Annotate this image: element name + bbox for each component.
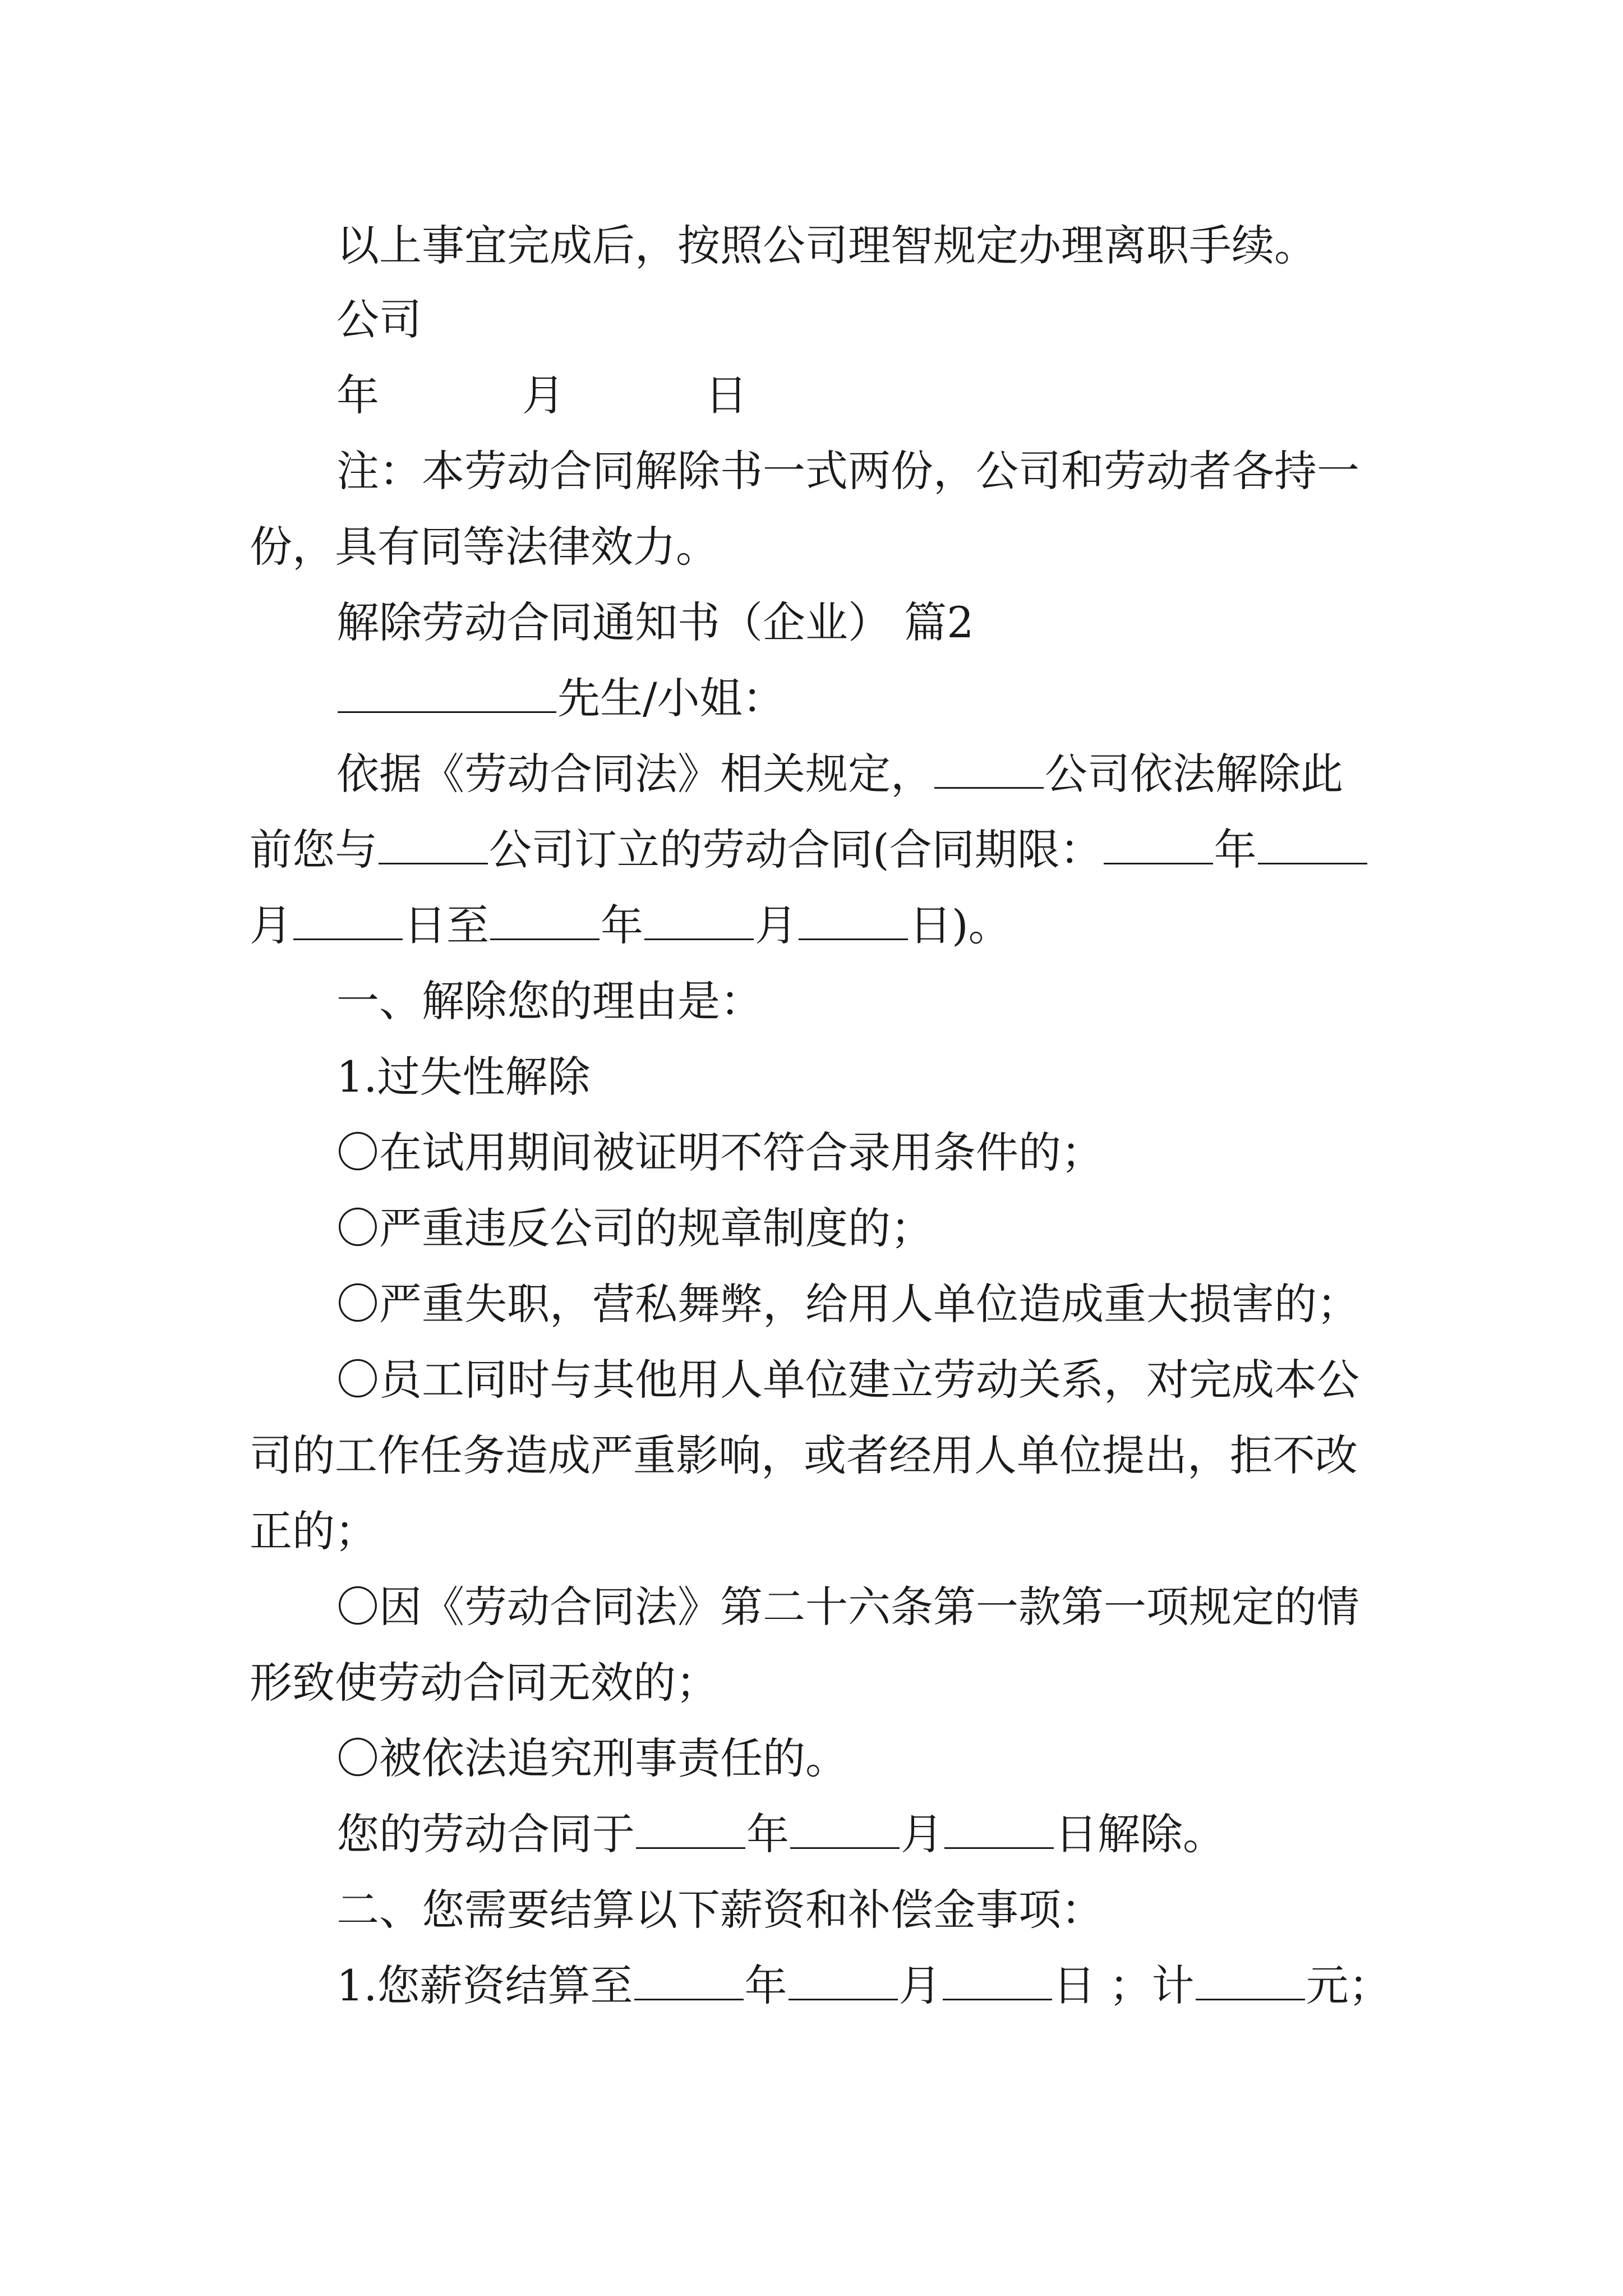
day-blank — [944, 1808, 1054, 1849]
year-label: 年 — [336, 370, 379, 420]
fault-heading: 1.过失性解除 — [336, 1052, 591, 1102]
termination-line — [336, 1807, 1394, 1861]
intro-text: 日至 — [404, 900, 489, 950]
date-row — [336, 369, 1394, 422]
year-blank — [490, 899, 600, 940]
year-blank — [1104, 823, 1213, 864]
salutation: 先生/小姐： — [557, 673, 785, 723]
intro-line-2 — [250, 823, 1394, 877]
salary-line — [336, 1959, 1394, 2013]
item4-line-3: 正的； — [250, 1506, 377, 1556]
day-blank — [799, 899, 908, 940]
day-blank — [943, 1959, 1052, 2000]
closing-line: 以上事宜完成后，按照公司理智规定办理离职手续。 — [336, 220, 1317, 270]
list-item: 〇严重失职，营私舞弊，给用人单位造成重大损害的； — [336, 1279, 1359, 1329]
month-blank — [790, 1808, 900, 1849]
salary-text: 1.您薪资结算至 — [336, 1961, 633, 2010]
month-label: 月 — [522, 370, 565, 420]
reason-heading: 一、解除您的理由是： — [336, 976, 763, 1026]
month-blank — [789, 1959, 898, 2000]
list-item: 〇被依法追究刑事责任的。 — [336, 1733, 848, 1783]
intro-text: 年 — [601, 900, 643, 950]
name-blank — [338, 672, 556, 713]
year-blank — [634, 1959, 744, 2000]
day-blank — [293, 899, 403, 940]
intro-text: 前您与 — [250, 825, 377, 875]
intro-text: 公司依法解除此 — [1045, 749, 1343, 799]
item5-line-2: 形致使劳动合同无效的； — [250, 1658, 718, 1708]
item4-line-2: 司的工作任务造成严重影响，或者经用人单位提出，拒不改 — [250, 1430, 1358, 1480]
year-blank — [636, 1808, 745, 1849]
intro-text: 依据《劳动合同法》相关规定， — [336, 749, 933, 799]
section-title: 解除劳动合同通知书（企业） 篇2 — [336, 597, 974, 647]
list-item: 〇严重违反公司的规章制度的； — [336, 1203, 933, 1253]
note-line-2: 份，具有同等法律效力。 — [250, 522, 718, 572]
item4-line-1: 〇员工同时与其他用人单位建立劳动关系，对完成本公 — [336, 1355, 1359, 1405]
intro-line-1 — [336, 747, 1394, 801]
day-label: 日 — [705, 370, 748, 420]
termination-text: 日解除。 — [1055, 1809, 1225, 1859]
intro-text: 公司订立的劳动合同(合同期限： — [489, 825, 1103, 875]
month-blank — [1258, 823, 1367, 864]
salutation-line — [336, 671, 1394, 725]
list-item: 〇在试用期间被证明不符合录用条件的； — [336, 1128, 1104, 1177]
salary-text: 年 — [744, 1961, 787, 2010]
intro-text: 日)。 — [909, 900, 1011, 950]
company-blank — [934, 748, 1044, 789]
amount-blank — [1196, 1959, 1305, 2000]
termination-text: 月 — [901, 1809, 943, 1859]
salary-text: 元； — [1306, 1961, 1391, 2010]
settlement-heading: 二、您需要结算以下薪资和补偿金事项： — [336, 1885, 1104, 1935]
salary-text: 日 ；计 — [1053, 1961, 1195, 2010]
termination-text: 年 — [746, 1809, 789, 1859]
intro-text: 月 — [250, 900, 292, 950]
company-blank — [379, 823, 488, 864]
salary-text: 月 — [898, 1961, 942, 2010]
intro-text: 月 — [755, 900, 797, 950]
month-blank — [644, 899, 754, 940]
item5-line-1: 〇因《劳动合同法》第二十六条第一款第一项规定的情 — [336, 1582, 1359, 1632]
intro-line-3 — [250, 899, 1394, 953]
company-label: 公司 — [336, 295, 422, 344]
termination-text: 您的劳动合同于 — [336, 1809, 635, 1859]
intro-text: 年 — [1214, 825, 1257, 875]
note-line-1: 注：本劳动合同解除书一式两份，公司和劳动者各持一 — [336, 446, 1359, 496]
